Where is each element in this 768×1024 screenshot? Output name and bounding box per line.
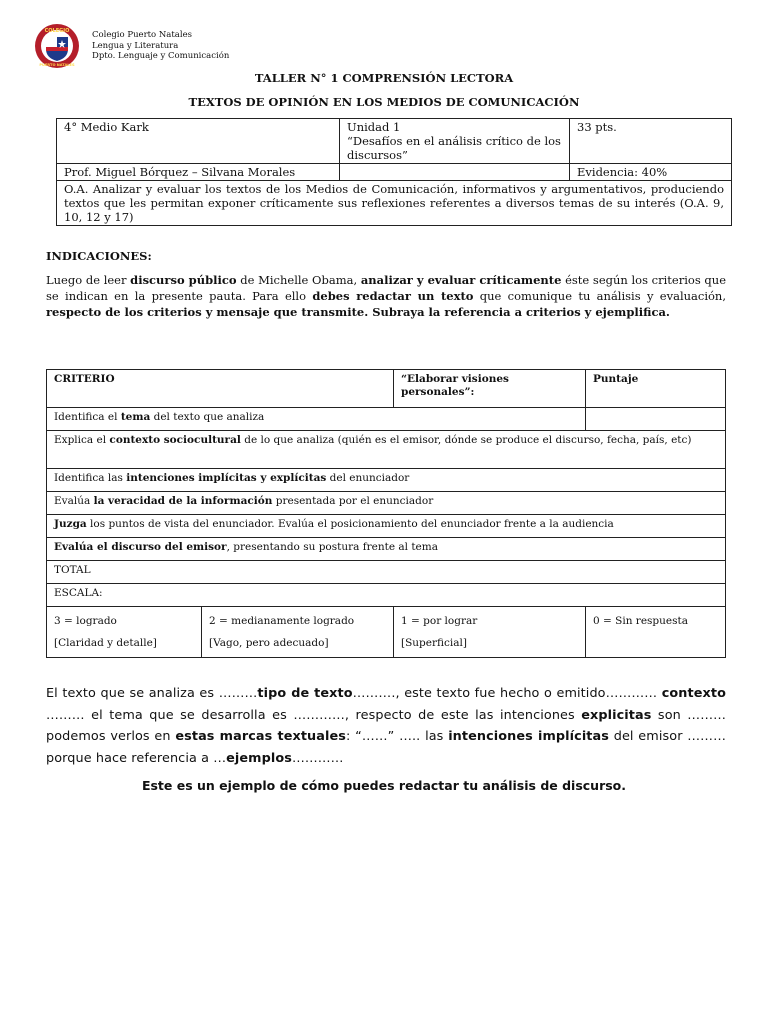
r3-bold: intenciones implícitas y explícitas <box>126 472 327 484</box>
instr-bold-3: debes redactar un texto <box>312 289 474 303</box>
scale-2-desc: [Vago, pero adecuado] <box>209 637 329 649</box>
empty-cell <box>340 164 570 181</box>
r2-text-2: de lo que analiza (quién es el emisor, dónde se produce el discurso, fecha, país, etc) <box>240 434 692 446</box>
r5-text: los puntos de vista del enunciador. Evalúa el posicionamiento del enunciador frente a la audiencia <box>86 518 614 530</box>
criteria-table <box>46 369 726 658</box>
scale-label: ESCALA: <box>47 584 726 607</box>
scale-1 <box>394 607 586 657</box>
instr-bold-1: discurso público <box>130 273 237 287</box>
topic-title: TEXTOS DE OPINIÓN EN LOS MEDIOS DE COMUNICACIÓN <box>188 95 580 109</box>
logo-text-bottom: PUERTO NATALES <box>39 63 75 67</box>
ex-text-7: ………… <box>291 750 344 766</box>
scale-1-level: 1 = por lograr <box>401 615 478 627</box>
example-paragraph <box>46 683 726 769</box>
ex-text-2: ………., este texto fue hecho o emitido………… <box>352 686 662 701</box>
unit-label: Unidad 1 <box>347 120 401 134</box>
teachers-cell: Prof. Miguel Bórquez – Silvana Morales <box>57 164 340 181</box>
scale-1-desc: [Superficial] <box>401 637 467 649</box>
school-logo <box>34 23 80 69</box>
ex-bold-5: intenciones implícitas <box>448 729 609 744</box>
criterion-row <box>47 492 726 515</box>
r6-bold: Evalúa el discurso del emisor <box>54 541 227 553</box>
r1-score[interactable] <box>586 408 726 431</box>
r3-text-2: del enunciador <box>326 472 410 484</box>
scale-3-desc: [Claridad y detalle] <box>54 637 157 649</box>
ex-bold-3: explicitas <box>581 707 652 723</box>
unit-cell <box>340 119 570 164</box>
instr-text-1: Luego de leer <box>46 273 131 287</box>
logo-text-top: COLEGIO <box>44 28 70 34</box>
school-header <box>92 30 229 62</box>
school-name: Colegio Puerto Natales <box>92 30 192 40</box>
r2-text: Explica el <box>54 434 110 446</box>
r3-text: Identifica las <box>54 472 127 484</box>
course-cell: 4° Medio Kark <box>57 119 340 164</box>
info-table <box>56 118 732 226</box>
scale-0 <box>586 607 726 657</box>
ex-text-1: El texto que se analiza es ……… <box>46 686 258 701</box>
subject-name: Lengua y Literatura <box>92 40 179 51</box>
instr-text-3: éste según los criterios que se indican en la presente pauta. Para ello <box>46 273 726 303</box>
workshop-title: TALLER N° 1 COMPRENSIÓN LECTORA <box>254 71 514 85</box>
criterion-row <box>47 408 726 431</box>
r2-bold: contexto sociocultural <box>109 434 241 446</box>
total-row: TOTAL <box>47 561 726 584</box>
r6-text: , presentando su postura frente al tema <box>226 541 438 553</box>
points-cell: 33 pts. <box>570 119 732 164</box>
objective-cell: O.A. Analizar y evaluar los textos de los Medios de Comunicación, informativos y argumentativos, produciendo textos que les permitan exponer críticamente sus reflexiones referentes a diversos temas de su interés (O.A. 9, 10, 12 y 17) <box>57 181 732 226</box>
puntaje-header: Puntaje <box>586 370 726 408</box>
closing-note: Este es un ejemplo de cómo puedes redactar tu análisis de discurso. <box>141 778 627 793</box>
ex-bold-1: tipo de texto <box>257 686 353 701</box>
evidence-cell: Evidencia: 40% <box>570 164 732 181</box>
ex-text-5: : “……” ….. las <box>345 729 449 744</box>
scale-row <box>47 607 726 658</box>
instructions-heading: INDICACIONES: <box>46 249 152 263</box>
visiones-header: “Elaborar visiones personales”: <box>394 370 586 408</box>
ex-text-3: ……… el tema que se desarrolla es …………, respecto de este las intenciones <box>46 707 582 723</box>
r4-text: Evalúa <box>54 495 94 507</box>
scale-2-level: 2 = medianamente logrado <box>209 615 355 627</box>
criterion-row <box>47 431 726 469</box>
r5-bold: Juzga <box>54 518 87 530</box>
r1-bold: tema <box>120 411 151 423</box>
r4-text-2: presentada por el enunciador <box>272 495 434 507</box>
scale-0-level: 0 = Sin respuesta <box>593 615 688 627</box>
ex-bold-2: contexto <box>661 686 726 701</box>
ex-bold-6: ejemplos <box>226 750 292 766</box>
criterion-row <box>47 515 726 538</box>
r4-bold: la veracidad de la información <box>93 495 273 507</box>
criterio-header: CRITERIO <box>47 370 394 408</box>
r1-text: Identifica el <box>54 411 121 423</box>
ex-text-4: son ……… podemos verlos en <box>46 707 726 744</box>
instr-bold-4: respecto de los criterios y mensaje que transmite. Subraya la referencia a criterios y ejemplifica. <box>46 305 670 319</box>
unit-name: “Desafíos en el análisis crítico de los discursos” <box>347 134 561 162</box>
instr-text-2: de Michelle Obama, <box>236 273 361 287</box>
criterion-row <box>47 469 726 492</box>
scale-3-level: 3 = logrado <box>54 615 117 627</box>
instructions-text <box>46 272 726 320</box>
instr-bold-2: analizar y evaluar críticamente <box>360 273 562 287</box>
scale-3 <box>47 607 202 657</box>
ex-bold-4: estas marcas textuales <box>175 729 346 744</box>
criterion-row <box>47 538 726 561</box>
instr-text-4: que comunique tu análisis y evaluación, <box>473 289 726 303</box>
r1-text-2: del texto que analiza <box>150 411 265 423</box>
scale-2 <box>202 607 394 657</box>
ex-text-6: del emisor ……… porque hace referencia a … <box>46 729 726 766</box>
department-name: Dpto. Lenguaje y Comunicación <box>92 51 230 61</box>
